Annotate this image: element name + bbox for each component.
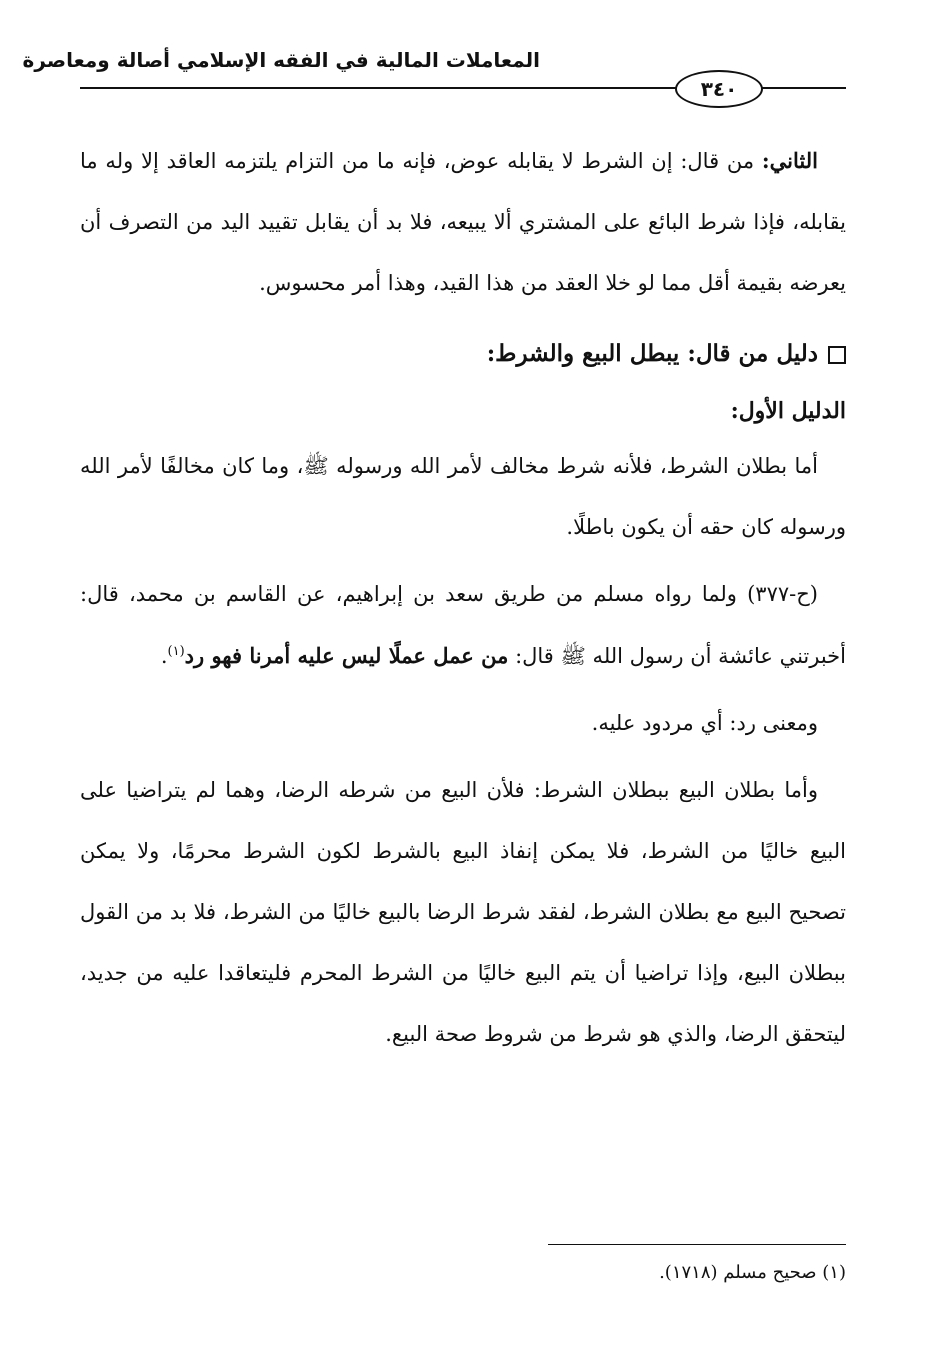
page-body <box>80 130 846 1065</box>
section-heading-text: دليل من قال: يبطل البيع والشرط: <box>486 340 818 367</box>
paragraph-second-opinion <box>80 130 846 314</box>
footnote-ref: (١) <box>167 644 185 659</box>
paragraph-condition-invalid: أما بطلان الشرط، فلأنه شرط مخالف لأمر الله ورسوله ﷺ، وما كان مخالفًا لأمر الله ورسوله كان حقه أن يكون باطلًا. <box>80 454 846 539</box>
footnote: (١) صحيح مسلم (١٧١٨). <box>659 1262 846 1283</box>
paragraph-text: من قال: إن الشرط لا يقابله عوض، فإنه ما من التزام يلتزمه العاقد إلا وله ما يقابله، فإذا شرط البائع على المشتري ألا يبيعه، فلا بد أن يقابل تقييد اليد من التصرف أن يعرضه بقيمة أقل مما لو خلا العقد من هذا القيد، وهذا أمر محسوس. <box>80 149 846 295</box>
hadith-end: . <box>160 644 168 668</box>
paragraph-sale-invalid: وأما بطلان البيع ببطلان الشرط: فلأن البيع من شرطه الرضا، وهما لم يتراضيا على البيع خاليًا من الشرط، فلا يمكن إنفاذ البيع بالشرط لكون الشرط محرمًا، ولا يمكن تصحيح البيع مع بطلان الشرط، لفقد شرط الرضا بالبيع خاليًا من الشرط، فلا بد من القول ببطلان البيع، وإذا تراضيا أن يتم البيع خاليًا من الشرط المحرم فليتعاقدا عليه من جديد، ليتحقق الرضا، والذي هو شرط من شروط صحة البيع. <box>80 778 846 1046</box>
footnote-rule <box>548 1244 846 1245</box>
running-header-title: المعاملات المالية في الفقه الإسلامي أصالة ومعاصرة <box>22 48 540 72</box>
section-heading <box>80 332 846 376</box>
hadith-text: من عمل عملًا ليس عليه أمرنا فهو رد <box>184 643 509 668</box>
paragraph-meaning: ومعنى رد: أي مردود عليه. <box>591 711 818 735</box>
paragraph-lead: الثاني: <box>761 148 818 173</box>
subheading-first-evidence: الدليل الأول: <box>730 398 846 424</box>
square-bullet-icon <box>828 346 846 364</box>
hadith-intro: (ح-٣٧٧) ولما رواه مسلم من طريق سعد بن إبراهيم، عن القاسم بن محمد، قال: أخبرتني عائشة أن رسول الله ﷺ قال: <box>80 582 846 668</box>
page-number: ٣٤٠ <box>675 70 763 108</box>
paragraph-hadith <box>80 564 846 687</box>
